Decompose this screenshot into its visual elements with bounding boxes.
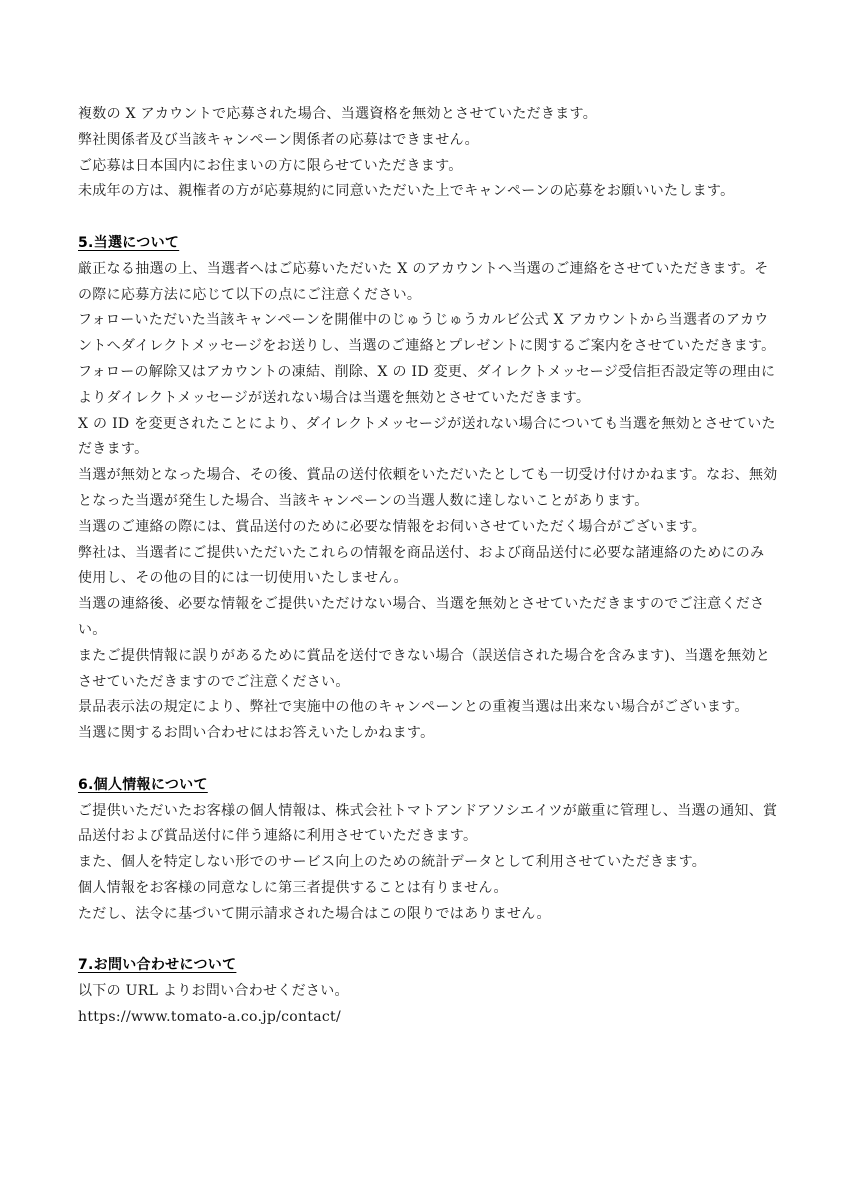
winning-paragraph-7: 弊社は、当選者にご提供いただいたこれらの情報を商品送付、および商品送付に必要な諸連絡のためにのみ使用し、その他の目的には一切使用いたしません。 [78, 544, 765, 587]
section-personal-info [78, 773, 778, 928]
winning-paragraph-10: 景品表示法の規定により、弊社で実施中の他のキャンペーンとの重複当選は出来ない場合がございます。 [78, 699, 749, 716]
intro-line-4: 未成年の方は、親権者の方が応募規約に同意いただいた上でキャンペーンの応募をお願いいたします。 [78, 183, 735, 200]
contact-paragraph-1: 以下の URL よりお問い合わせください。 [78, 983, 349, 1000]
contact-url-line [78, 1005, 778, 1031]
personal-info-paragraph-3: 個人情報をお客様の同意なしに第三者提供することは有りません。 [78, 879, 508, 896]
section-heading-contact: 7.お問い合わせについて [78, 957, 237, 974]
winning-paragraph-6: 当選のご連絡の際には、賞品送付のために必要な情報をお伺いさせていただく場合がございます。 [78, 518, 707, 535]
document-body [78, 102, 778, 1031]
winning-paragraph-2: フォローいただいた当該キャンペーンを開催中のじゅうじゅうカルビ公式 X アカウントから当選者のアカウントへダイレクトメッセージをお送りし、当選のご連絡とプレゼントに関するご案内をさせていただきます。 [78, 312, 776, 355]
winning-paragraph-8: 当選の連絡後、必要な情報をご提供いただけない場合、当選を無効とさせていただきますのでご注意ください。 [78, 596, 765, 638]
winning-paragraph-9: またご提供情報に誤りがあるために賞品を送付できない場合（誤送信された場合を含みます)、当選を無効とさせていただきますのでご注意ください。 [78, 647, 771, 690]
winning-paragraph-3: フォローの解除又はアカウントの凍結、削除、X の ID 変更、ダイレクトメッセージ受信拒否設定等の理由によりダイレクトメッセージが送れない場合は当選を無効とさせていただきます。 [78, 363, 776, 406]
winning-paragraph-5: 当選が無効となった場合、その後、賞品の送付依頼をいただいたとしても一切受け付けかねます。なお、無効となった当選が発生した場合、当該キャンペーンの当選人数に達しないことがあります。 [78, 467, 778, 509]
section-heading-winning: 5.当選について [78, 234, 180, 251]
personal-info-paragraph-1: ご提供いただいたお客様の個人情報は、株式会社トマトアンドアソシエイツが厳重に管理し、当選の通知、賞品送付および賞品送付に伴う連絡に利用させていただきます。 [78, 802, 778, 845]
intro-block [78, 102, 778, 205]
contact-url-link[interactable]: https://www.tomato-a.co.jp/contact/ [78, 1008, 341, 1025]
section-heading-personal-info: 6.個人情報について [78, 776, 208, 793]
winning-paragraph-11: 当選に関するお問い合わせにはお答えいたしかねます。 [78, 725, 435, 742]
personal-info-paragraph-2: また、個人を特定しない形でのサービス向上のための統計データとして利用させていただきます。 [78, 854, 707, 871]
winning-paragraph-4: X の ID を変更されたことにより、ダイレクトメッセージが送れない場合についても当選を無効とさせていただきます。 [78, 415, 776, 458]
intro-line-2: 弊社関係者及び当該キャンペーン関係者の応募はできません。 [78, 131, 479, 148]
winning-paragraph-1: 厳正なる抽選の上、当選者へはご応募いただいた X のアカウントへ当選のご連絡をさせていただきます。その際に応募方法に応じて以下の点にご注意ください。 [78, 260, 769, 303]
intro-line-1: 複数の X アカウントで応募された場合、当選資格を無効とさせていただきます。 [78, 106, 598, 122]
section-contact [78, 953, 778, 1030]
section-winning [78, 231, 778, 747]
intro-line-3: ご応募は日本国内にお住まいの方に限らせていただきます。 [78, 157, 463, 174]
personal-info-paragraph-4: ただし、法令に基づいて開示請求された場合はこの限りではありません。 [78, 905, 551, 922]
